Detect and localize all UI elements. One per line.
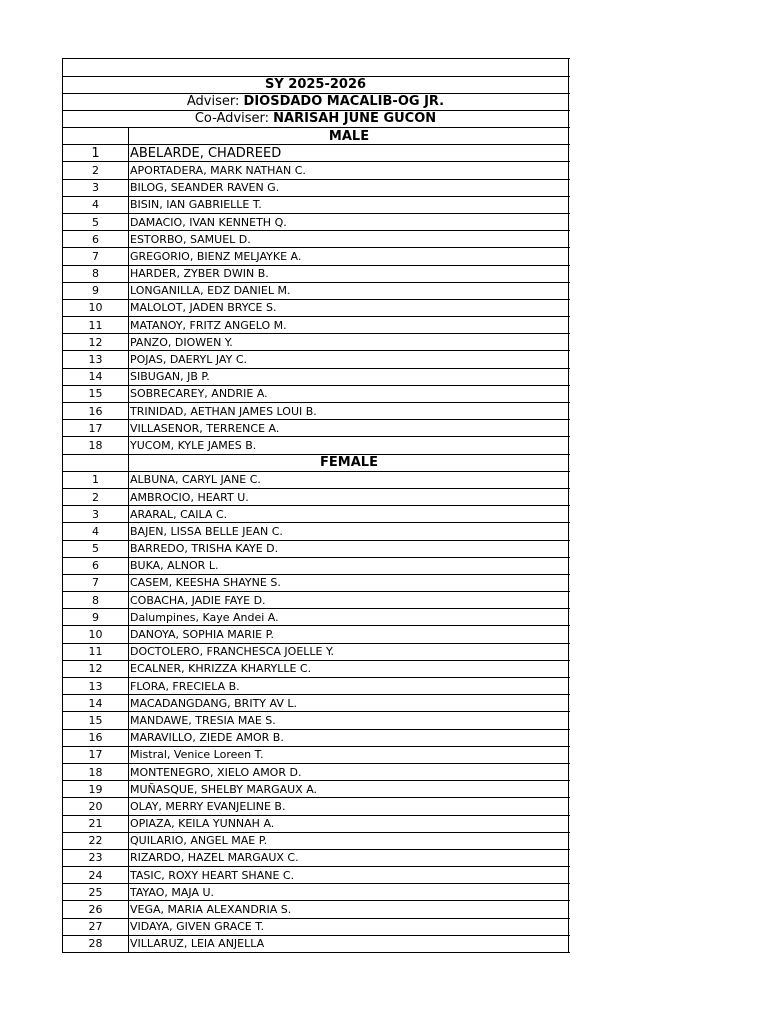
student-number: 27 [63, 919, 129, 935]
student-number: 15 [63, 386, 129, 402]
student-number: 3 [63, 506, 129, 522]
table-row [63, 764, 570, 781]
student-number: 10 [63, 626, 129, 642]
table-row [63, 197, 570, 214]
table-row [63, 712, 570, 729]
table-row [63, 437, 570, 454]
school-year: SY 2025-2026 [63, 77, 569, 93]
student-number: 5 [63, 541, 129, 557]
female-section-header [63, 455, 570, 472]
student-number: 10 [63, 300, 129, 316]
student-number: 12 [63, 334, 129, 350]
table-row [63, 695, 570, 712]
student-number: 26 [63, 901, 129, 917]
table-row [63, 575, 570, 592]
student-name: SIBUGAN, JB P. [129, 369, 569, 385]
table-row [63, 231, 570, 248]
table-row [63, 506, 570, 523]
student-name: TAYAO, MAJA U. [129, 884, 569, 900]
table-row [63, 901, 570, 918]
table-row [63, 351, 570, 368]
student-number: 9 [63, 609, 129, 625]
student-name: VILLARUZ, LEIA ANJELLA [129, 936, 569, 952]
student-number: 9 [63, 283, 129, 299]
table-row [63, 850, 570, 867]
student-number: 22 [63, 833, 129, 849]
student-name: VILLASENOR, TERRENCE A. [129, 420, 569, 436]
student-number: 13 [63, 351, 129, 367]
class-list-sheet [62, 58, 570, 953]
table-row [63, 919, 570, 936]
student-name: MONTENEGRO, XIELO AMOR D. [129, 764, 569, 780]
student-number: 1 [63, 472, 129, 488]
table-row [63, 678, 570, 695]
table-row [63, 747, 570, 764]
adviser-cell [63, 94, 569, 110]
student-name: BISIN, IAN GABRIELLE T. [129, 197, 569, 213]
table-row [63, 833, 570, 850]
student-number: 19 [63, 781, 129, 797]
student-name: MANDAWE, TRESIA MAE S. [129, 712, 569, 728]
student-name: ESTORBO, SAMUEL D. [129, 231, 569, 247]
table-row [63, 626, 570, 643]
student-name: MUÑASQUE, SHELBY MARGAUX A. [129, 781, 569, 797]
table-row [63, 867, 570, 884]
table-row [63, 816, 570, 833]
table-row [63, 386, 570, 403]
school-year-row [63, 77, 570, 94]
student-number: 2 [63, 489, 129, 505]
table-row [63, 541, 570, 558]
coadviser-name: NARISAH JUNE GUCON [273, 111, 437, 126]
student-name: RIZARDO, HAZEL MARGAUX C. [129, 850, 569, 866]
blank-cell [63, 59, 569, 76]
student-number: 16 [63, 403, 129, 419]
student-name: OLAY, MERRY EVANJELINE B. [129, 798, 569, 814]
table-row [63, 283, 570, 300]
student-number: 18 [63, 437, 129, 453]
student-number: 17 [63, 420, 129, 436]
coadviser-label: Co-Adviser: [194, 111, 270, 126]
student-name: Mistral, Venice Loreen T. [129, 747, 569, 763]
table-row [63, 798, 570, 815]
student-name: Dalumpines, Kaye Andei A. [129, 609, 569, 625]
table-row [63, 472, 570, 489]
table-row [63, 936, 570, 953]
blank-row [63, 59, 570, 77]
student-number: 15 [63, 712, 129, 728]
student-name: TASIC, ROXY HEART SHANE C. [129, 867, 569, 883]
female-student-list [63, 472, 570, 953]
student-name: POJAS, DAERYL JAY C. [129, 351, 569, 367]
student-number: 6 [63, 558, 129, 574]
student-number: 6 [63, 231, 129, 247]
table-row [63, 558, 570, 575]
table-row [63, 180, 570, 197]
student-number: 13 [63, 678, 129, 694]
student-name: TRINIDAD, AETHAN JAMES LOUI B. [129, 403, 569, 419]
table-row [63, 162, 570, 179]
table-row [63, 317, 570, 334]
student-number: 17 [63, 747, 129, 763]
adviser-label: Adviser: [186, 94, 240, 109]
male-section-title: MALE [129, 128, 569, 144]
student-name: HARDER, ZYBER DWIN B. [129, 266, 569, 282]
table-row [63, 661, 570, 678]
student-name: DAMACIO, IVAN KENNETH Q. [129, 214, 569, 230]
table-row [63, 489, 570, 506]
student-number: 18 [63, 764, 129, 780]
student-name: GREGORIO, BIENZ MELJAYKE A. [129, 248, 569, 264]
table-row [63, 300, 570, 317]
student-number: 14 [63, 695, 129, 711]
student-name: MARAVILLO, ZIEDE AMOR B. [129, 730, 569, 746]
student-name: FLORA, FRECIELA B. [129, 678, 569, 694]
coadviser-row [63, 111, 570, 128]
student-name: VEGA, MARIA ALEXANDRIA S. [129, 901, 569, 917]
student-name: ARARAL, CAILA C. [129, 506, 569, 522]
student-number: 11 [63, 317, 129, 333]
table-row [63, 592, 570, 609]
coadviser-cell [63, 111, 569, 127]
student-number: 2 [63, 162, 129, 178]
table-row [63, 145, 570, 162]
table-row [63, 609, 570, 626]
section-number-cell [63, 128, 129, 144]
student-name: DOCTOLERO, FRANCHESCA JOELLE Y. [129, 644, 569, 660]
student-number: 11 [63, 644, 129, 660]
student-number: 24 [63, 867, 129, 883]
student-number: 28 [63, 936, 129, 952]
student-name: APORTADERA, MARK NATHAN C. [129, 162, 569, 178]
student-number: 7 [63, 248, 129, 264]
adviser-name: DIOSDADO MACALIB-OG JR. [243, 94, 445, 109]
student-number: 3 [63, 180, 129, 196]
student-number: 14 [63, 369, 129, 385]
section-number-cell [63, 455, 129, 471]
student-name: QUILARIO, ANGEL MAE P. [129, 833, 569, 849]
student-number: 20 [63, 798, 129, 814]
student-name: YUCOM, KYLE JAMES B. [129, 437, 569, 453]
student-name: BARREDO, TRISHA KAYE D. [129, 541, 569, 557]
male-section-header [63, 128, 570, 145]
table-row [63, 334, 570, 351]
female-section-title: FEMALE [129, 455, 569, 471]
student-name: COBACHA, JADIE FAYE D. [129, 592, 569, 608]
student-number: 21 [63, 816, 129, 832]
table-row [63, 403, 570, 420]
student-name: AMBROCIO, HEART U. [129, 489, 569, 505]
table-row [63, 369, 570, 386]
student-number: 8 [63, 592, 129, 608]
student-name: MALOLOT, JADEN BRYCE S. [129, 300, 569, 316]
adviser-row [63, 94, 570, 111]
student-number: 16 [63, 730, 129, 746]
student-name: PANZO, DIOWEN Y. [129, 334, 569, 350]
male-student-list [63, 145, 570, 454]
student-name: SOBRECAREY, ANDRIE A. [129, 386, 569, 402]
student-name: OPIAZA, KEILA YUNNAH A. [129, 816, 569, 832]
student-name: DANOYA, SOPHIA MARIE P. [129, 626, 569, 642]
student-name: LONGANILLA, EDZ DANIEL M. [129, 283, 569, 299]
student-name: BILOG, SEANDER RAVEN G. [129, 180, 569, 196]
table-row [63, 730, 570, 747]
student-name: CASEM, KEESHA SHAYNE S. [129, 575, 569, 591]
student-name: VIDAYA, GIVEN GRACE T. [129, 919, 569, 935]
table-row [63, 248, 570, 265]
table-row [63, 214, 570, 231]
table-row [63, 266, 570, 283]
student-number: 8 [63, 266, 129, 282]
student-name: BAJEN, LISSA BELLE JEAN C. [129, 523, 569, 539]
table-row [63, 420, 570, 437]
student-number: 25 [63, 884, 129, 900]
student-number: 23 [63, 850, 129, 866]
table-row [63, 884, 570, 901]
student-number: 12 [63, 661, 129, 677]
student-number: 5 [63, 214, 129, 230]
table-row [63, 523, 570, 540]
student-name: ECALNER, KHRIZZA KHARYLLE C. [129, 661, 569, 677]
student-number: 4 [63, 197, 129, 213]
table-row [63, 644, 570, 661]
student-name: BUKA, ALNOR L. [129, 558, 569, 574]
table-row [63, 781, 570, 798]
student-name: MATANOY, FRITZ ANGELO M. [129, 317, 569, 333]
student-number: 1 [63, 145, 129, 161]
student-name: MACADANGDANG, BRITY AV L. [129, 695, 569, 711]
student-name: ALBUNA, CARYL JANE C. [129, 472, 569, 488]
student-name: ABELARDE, CHADREED [129, 145, 569, 161]
student-number: 4 [63, 523, 129, 539]
student-number: 7 [63, 575, 129, 591]
